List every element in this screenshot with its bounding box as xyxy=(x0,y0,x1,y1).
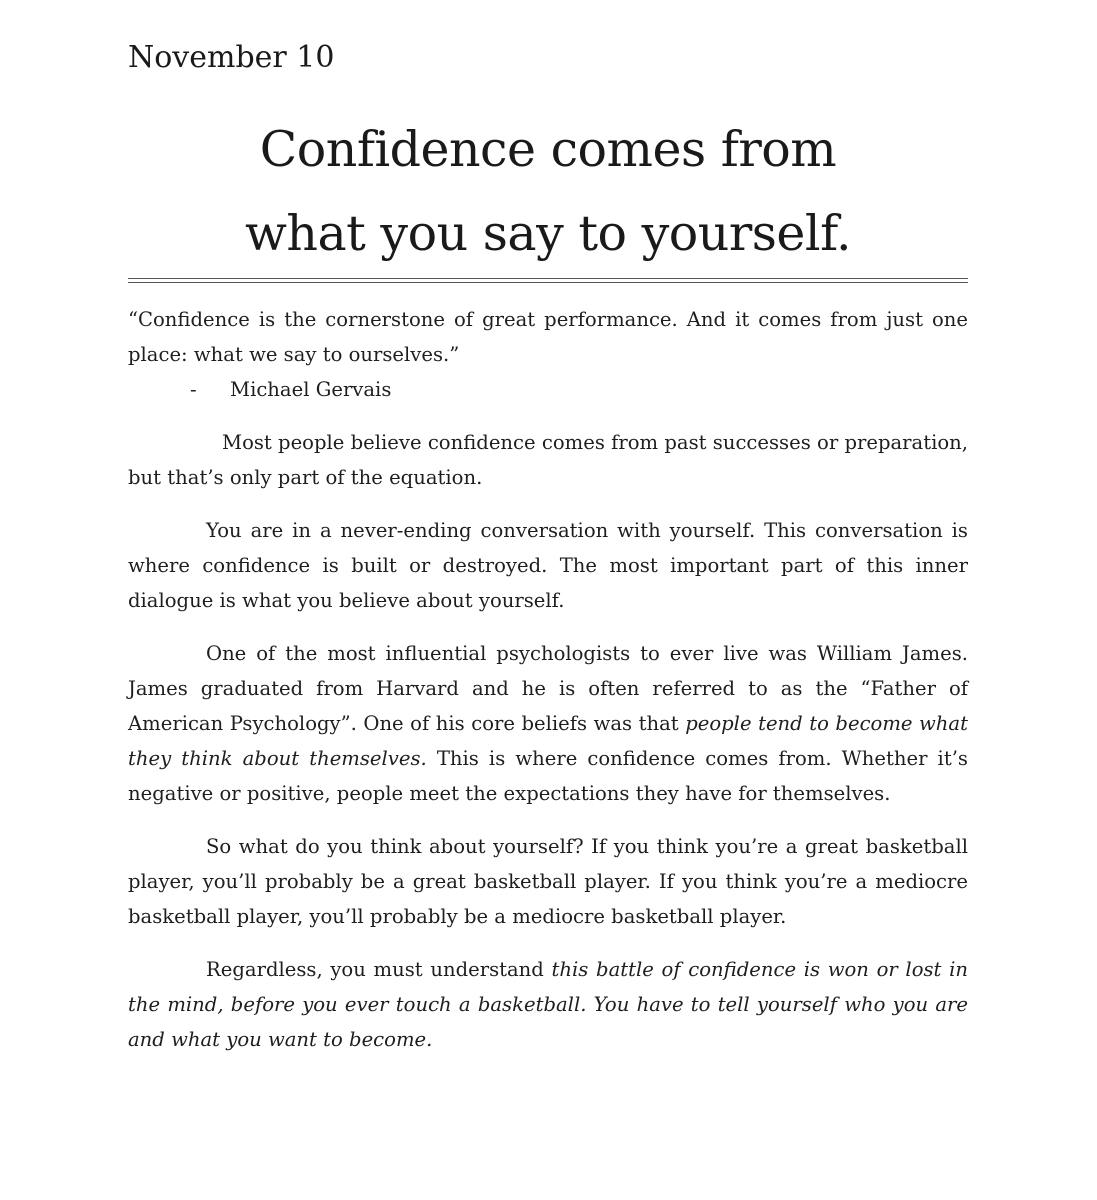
attribution-name: Michael Gervais xyxy=(230,378,392,401)
page-title xyxy=(128,108,968,276)
epigraph-attribution xyxy=(128,372,968,407)
paragraph-4: So what do you think about yourself? If you think you’re a great basketball player, you’ll probably be a great basketball player. If you think you’re a mediocre basketball player, you’ll probably be a mediocre basketball player. xyxy=(128,835,968,928)
attribution-dash: - xyxy=(190,378,197,401)
paragraph-3-text: One of the most influential psychologists to ever live was William James. James graduated from Harvard and he is often referred to as the “Father of American Psychology”. One of his core beliefs was that xyxy=(128,642,968,735)
entry-date: November 10 xyxy=(128,40,335,75)
paragraph-5-emphasis: this battle of confidence is won or lost in the mind, before you ever touch a basketball. You have to tell yourself who you are and what you want to become. xyxy=(128,958,968,1051)
paragraph-2: You are in a never-ending conversation with yourself. This conversation is where confidence is built or destroyed. The most important part of this inner dialogue is what you believe about yourself. xyxy=(128,519,968,612)
paragraph-3-emphasis: people tend to become what they think about themselves. xyxy=(128,712,968,770)
paragraph-5-text: Regardless, you must understand xyxy=(206,958,552,981)
paragraph-5 xyxy=(128,952,968,1057)
title-line: what you say to yourself. xyxy=(244,205,852,262)
paragraph-3-text-end: This is where confidence comes from. Whether it’s negative or positive, people meet the expectations they have for themselves. xyxy=(128,747,968,805)
page-body xyxy=(128,302,968,1057)
epigraph-quote: “Confidence is the cornerstone of great performance. And it comes from just one place: what we say to ourselves.” xyxy=(128,308,968,366)
paragraph-3 xyxy=(128,636,968,811)
paragraph-1: Most people believe confidence comes from past successes or preparation, but that’s only part of the equation. xyxy=(128,431,968,489)
title-divider xyxy=(128,278,968,283)
title-line: Confidence comes from xyxy=(259,121,837,178)
